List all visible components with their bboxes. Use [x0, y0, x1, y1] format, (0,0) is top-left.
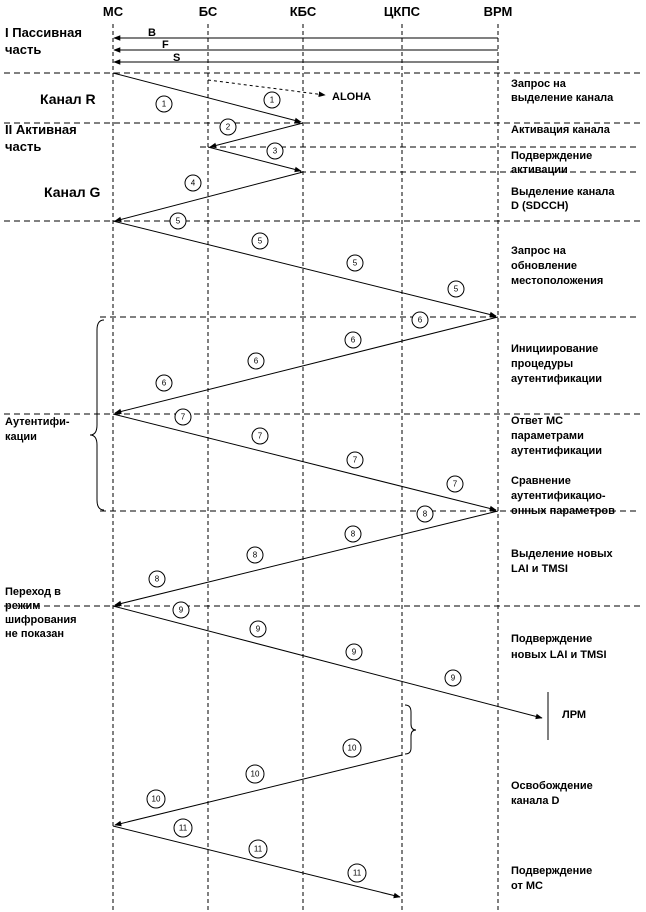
step-marker: [249, 840, 267, 858]
desc-location-update-line1: Запрос на: [511, 245, 566, 257]
svg-text:4: 4: [190, 178, 196, 188]
svg-text:8: 8: [252, 550, 258, 560]
auth-label-line1: Аутентифи-: [5, 416, 70, 428]
step-marker: [247, 547, 263, 563]
step-marker: [170, 213, 186, 229]
desc-new-lai-tmsi-line2: LAI и TMSI: [511, 563, 568, 575]
svg-text:7: 7: [180, 412, 186, 422]
desc-auth-compare-line1: Сравнение: [511, 475, 571, 487]
step-marker: [267, 143, 283, 159]
arrow-5: [113, 221, 496, 316]
svg-text:10: 10: [347, 743, 357, 753]
passive-signals: [114, 27, 498, 64]
svg-text:9: 9: [450, 673, 456, 683]
step-marker: [264, 92, 280, 108]
cipher-label-line1: Переход в: [5, 586, 61, 598]
desc-channel-request-line2: выделение канала: [511, 92, 614, 104]
step-marker: [220, 119, 236, 135]
desc-channel-activation: Активация канала: [511, 124, 610, 136]
lifelines: [113, 24, 498, 910]
desc-activation-ack-line1: Подверждение: [511, 150, 593, 162]
desc-ms-response-line3: аутентификации: [511, 445, 602, 457]
column-header-ms: МС: [102, 4, 124, 19]
step-marker: [173, 602, 189, 618]
step-marker: [343, 739, 361, 757]
step-marker: [185, 175, 201, 191]
step-marker: [252, 233, 268, 249]
auth-label-line2: кации: [5, 431, 37, 443]
channel-r-label: Канал R: [40, 91, 96, 107]
desc-ms-ack-line2: от МС: [511, 880, 543, 892]
column-header-bs: БС: [198, 4, 218, 19]
svg-text:9: 9: [351, 647, 357, 657]
arrow-7: [113, 414, 496, 510]
svg-text:6: 6: [161, 378, 167, 388]
desc-new-lai-tmsi-line1: Выделение новых: [511, 548, 613, 560]
step-marker: [417, 506, 433, 522]
arrow-6: [115, 317, 498, 413]
step-marker: [147, 790, 165, 808]
svg-text:9: 9: [178, 605, 184, 615]
desc-activation-ack-line2: активации: [511, 164, 568, 176]
svg-text:6: 6: [417, 315, 423, 325]
arrow-aloha: [208, 80, 325, 95]
signal-f-label: F: [162, 39, 169, 51]
signal-b-label: B: [148, 27, 156, 39]
svg-text:5: 5: [352, 258, 358, 268]
step-marker: [347, 452, 363, 468]
desc-location-update-line2: обновление: [511, 260, 577, 272]
lrm-label: ЛРМ: [562, 709, 587, 721]
svg-text:2: 2: [225, 122, 231, 132]
step-marker: [156, 375, 172, 391]
desc-channel-release-line1: Освобождение: [511, 780, 593, 792]
svg-text:7: 7: [352, 455, 358, 465]
svg-text:11: 11: [253, 844, 263, 854]
desc-auth-init-line2: процедуры: [511, 358, 574, 370]
column-headers: [103, 4, 512, 19]
signal-s-label: S: [173, 52, 181, 64]
svg-text:5: 5: [257, 236, 263, 246]
step-marker: [345, 332, 361, 348]
step-marker: [348, 864, 366, 882]
svg-text:8: 8: [350, 529, 356, 539]
desc-channel-release-line2: канала D: [511, 795, 560, 807]
desc-auth-init-line3: аутентификации: [511, 373, 602, 385]
desc-auth-init-line1: Инициирование: [511, 343, 599, 355]
svg-text:6: 6: [350, 335, 356, 345]
desc-ms-ack-line1: Подверждение: [511, 865, 593, 877]
desc-ms-response-line1: Ответ МС: [511, 415, 564, 427]
step-marker: [252, 428, 268, 444]
desc-auth-compare-line3: онных параметров: [511, 505, 615, 517]
step-descriptions: [511, 78, 615, 892]
step-marker: [149, 571, 165, 587]
svg-text:8: 8: [154, 574, 160, 584]
step-marker: [246, 765, 264, 783]
svg-text:9: 9: [255, 624, 261, 634]
desc-lai-tmsi-ack-line1: Подверждение: [511, 633, 593, 645]
active-part-label-line2: часть: [5, 139, 42, 154]
desc-location-update-line3: местоположения: [511, 275, 604, 287]
arrow-11: [113, 823, 400, 897]
step-marker: [447, 476, 463, 492]
arrow-3: [208, 147, 301, 171]
arrow-8: [115, 511, 498, 605]
step-marker: [347, 255, 363, 271]
svg-text:6: 6: [253, 356, 259, 366]
step-marker: [174, 819, 192, 837]
svg-text:5: 5: [453, 284, 459, 294]
step-marker: [156, 96, 172, 112]
step-marker: [445, 670, 461, 686]
step-marker: [346, 644, 362, 660]
passive-part-label-line1: I Пассивная: [5, 25, 82, 40]
cipher-label-line3: шифрования: [5, 614, 77, 626]
svg-text:11: 11: [352, 868, 362, 878]
svg-text:10: 10: [250, 769, 260, 779]
arrow-4: [115, 172, 303, 221]
step-marker: [412, 312, 428, 328]
desc-lai-tmsi-ack-line2: новых LAI и TMSI: [511, 649, 607, 661]
svg-text:11: 11: [178, 823, 188, 833]
desc-channel-request-line1: Запрос на: [511, 78, 566, 90]
step-marker: [345, 526, 361, 542]
svg-text:3: 3: [272, 146, 278, 156]
message-arrows: [113, 73, 542, 897]
auth-brace: [90, 320, 104, 510]
desc-auth-compare-line2: аутентификацио-: [511, 490, 606, 502]
left-labels: [5, 25, 101, 640]
svg-text:7: 7: [452, 479, 458, 489]
desc-channel-d-line2: D (SDCCH): [511, 200, 569, 212]
svg-text:8: 8: [422, 509, 428, 519]
svg-text:10: 10: [151, 794, 161, 804]
step-marker: [248, 353, 264, 369]
step-marker: [175, 409, 191, 425]
cipher-label-line4: не показан: [5, 628, 65, 640]
passive-part-label-line2: часть: [5, 42, 42, 57]
column-header-ckps: ЦКПС: [383, 4, 421, 19]
column-header-vrm: ВРМ: [483, 4, 513, 19]
aloha-label: ALOHA: [332, 91, 372, 103]
step-markers: [147, 92, 464, 882]
cipher-label-line2: режим: [5, 600, 41, 612]
active-part-label-line1: II Активная: [5, 122, 77, 137]
lrm-brace: [405, 705, 416, 754]
svg-text:1: 1: [269, 95, 275, 105]
svg-text:7: 7: [257, 431, 263, 441]
column-header-kbs: КБС: [289, 4, 317, 19]
step-marker: [250, 621, 266, 637]
desc-channel-d-line1: Выделение канала: [511, 186, 615, 198]
channel-g-label: Канал G: [44, 184, 101, 200]
svg-text:1: 1: [161, 99, 167, 109]
svg-text:5: 5: [175, 216, 181, 226]
step-marker: [448, 281, 464, 297]
desc-ms-response-line2: параметрами: [511, 430, 584, 442]
arrow-9: [113, 606, 542, 718]
